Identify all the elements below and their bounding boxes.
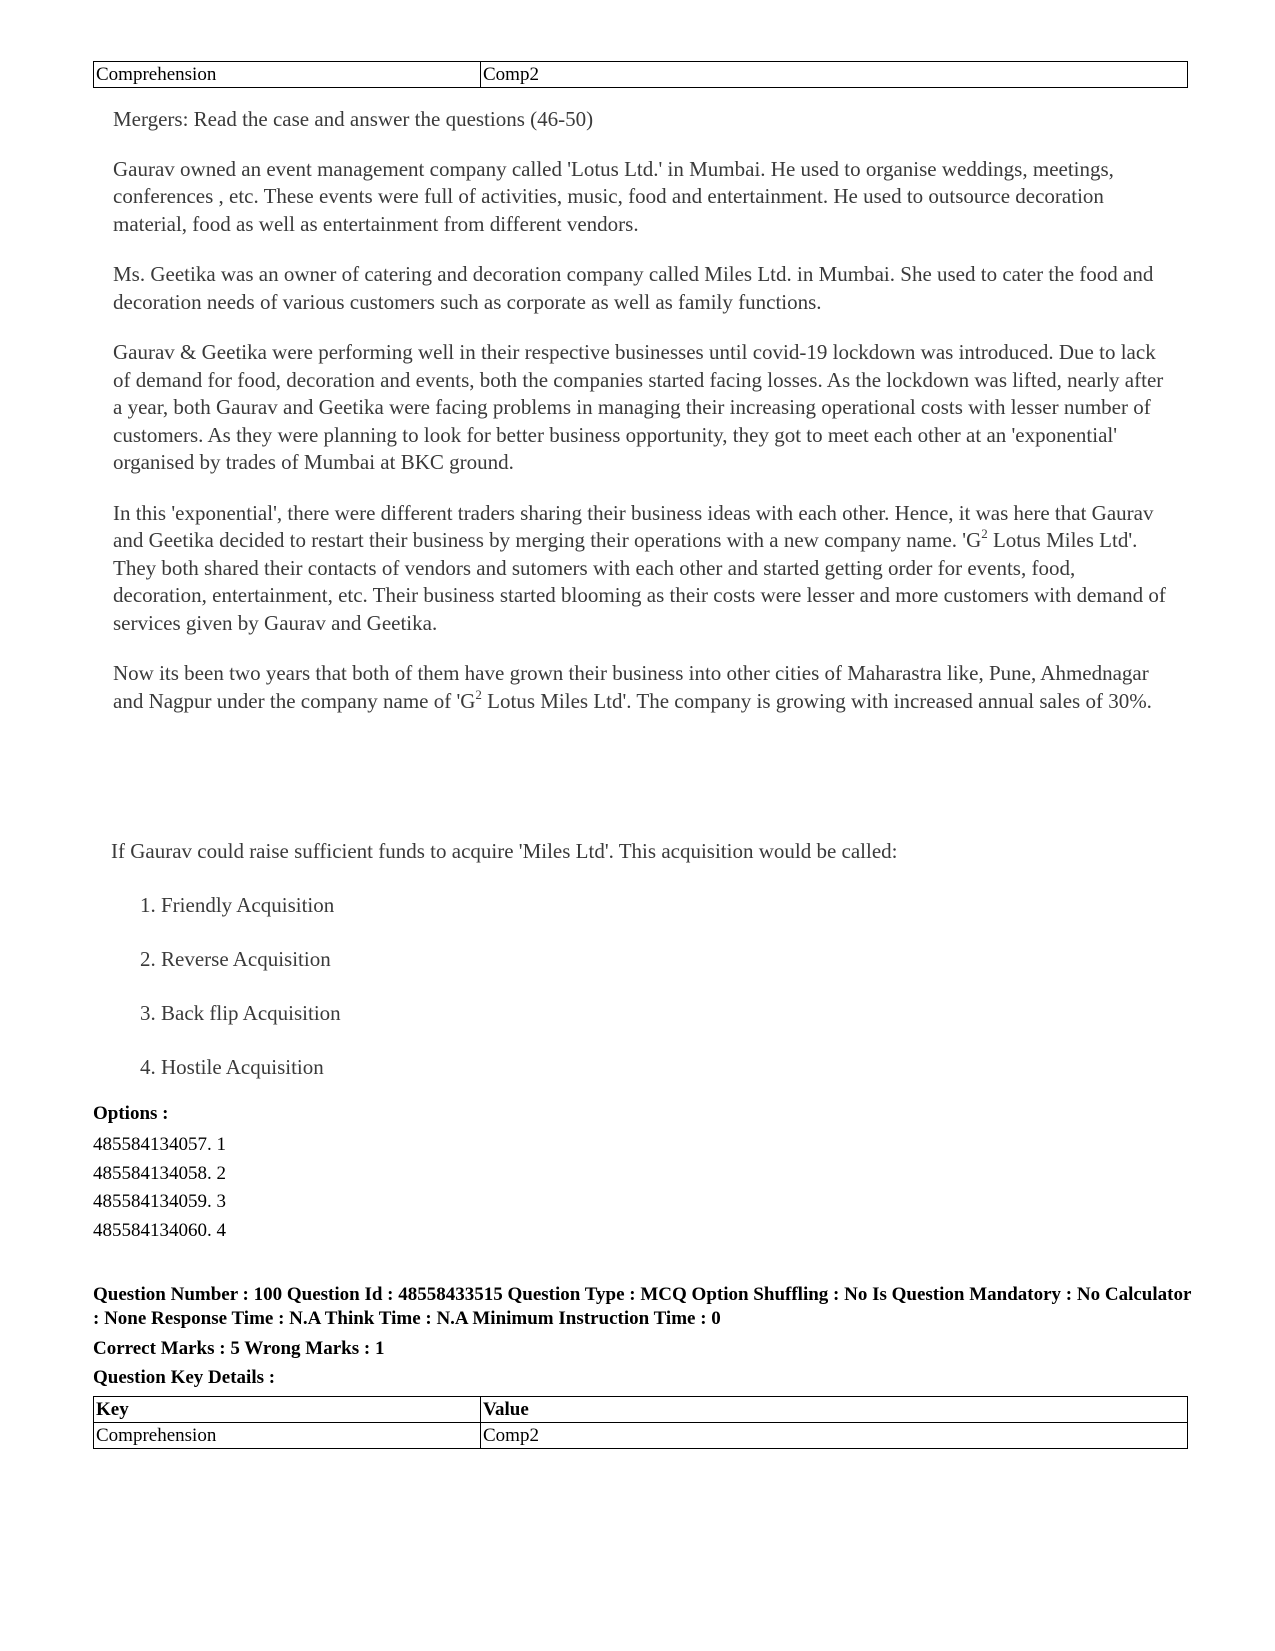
question-meta: Question Number : 100 Question Id : 48558433515 Question Type : MCQ Option Shuffling : No Is Question Mandatory : No Calculator : None Response Time : N.A Think Time : N.A Minimum Instruction Time : 0 (93, 1284, 1192, 1329)
option-item: 485584134059. 3 (93, 1191, 226, 1212)
passage-heading: Mergers: Read the case and answer the questions (46-50) (113, 107, 594, 131)
table-row (94, 1423, 1188, 1449)
answer-choice: 3. Back flip Acquisition (140, 1001, 341, 1025)
table-header-key: Key (94, 1397, 481, 1423)
option-item: 485584134057. 1 (93, 1134, 226, 1155)
passage-text: Lotus Miles Ltd'. They both shared their contacts of vendors and sutomers with each other and started getting order for events, food, decoration, entertainment, etc. Their business started blooming as their costs were lesser and more customers with demand of services given by Gaurav and Geetika. (113, 528, 1166, 635)
table-cell-key: Comprehension (94, 1423, 481, 1449)
option-item: 485584134060. 4 (93, 1219, 226, 1241)
passage-text: Now its been two years that both of them have grown their business into other cities of Maharastra like, Pune, Ahmednagar and Nagpur under the company name of 'G (113, 661, 1149, 713)
answer-choice: 1. Friendly Acquisition (140, 893, 335, 917)
answer-choice: 2. Reverse Acquisition (140, 947, 331, 971)
passage-paragraph (113, 500, 1173, 638)
comprehension-passage (113, 106, 1173, 738)
table-cell-value: Comp2 (481, 1423, 1188, 1449)
table-cell-value: Comp2 (481, 62, 1188, 88)
option-item: 485584134058. 2 (93, 1162, 226, 1184)
options-list (93, 1131, 226, 1245)
passage-text: In this 'exponential', there were different traders sharing their business ideas with each other. Hence, it was here that Gaurav and Geetika decided to restart their business by merging their operations with a new company name. 'G (113, 500, 1154, 552)
passage-paragraph: Ms. Geetika was an owner of catering and decoration company called Miles Ltd. in Mumbai. She used to cater the food and decoration needs of various customers such as corporate as well as family functions. (113, 262, 1154, 314)
passage-paragraph: Gaurav owned an event management company called 'Lotus Ltd.' in Mumbai. He used to organise weddings, meetings, conferences , etc. These events were full of activities, music, food and entertainment. He used to outsource decoration material, food as well as entertainment from different vendors. (113, 156, 1114, 236)
marks-line: Correct Marks : 5 Wrong Marks : 1 (93, 1338, 385, 1359)
table-cell-key: Comprehension (94, 62, 481, 88)
superscript: 2 (981, 526, 988, 541)
key-value-table-top (93, 61, 1188, 88)
table-row (94, 62, 1188, 88)
passage-text: Lotus Miles Ltd'. The company is growing with increased annual sales of 30%. (481, 688, 1152, 713)
options-label: Options : (93, 1103, 169, 1124)
passage-paragraph: Gaurav & Geetika were performing well in their respective businesses until covid-19 lockdown was introduced. Due to lack of demand for food, decoration and events, both the companies started facing losses. As the lockdown was lifted, nearly after a year, both Gaurav and Geetika were facing problems in managing their increasing operational costs with lesser number of customers. As they were planning to look for better business opportunity, they got to meet each other at an 'exponential' organised by trades of Mumbai at BKC ground. (113, 340, 1164, 474)
key-value-table-bottom (93, 1396, 1188, 1449)
answer-choices-list (140, 892, 341, 1108)
key-details-label: Question Key Details : (93, 1367, 276, 1388)
table-header-value: Value (481, 1397, 1188, 1423)
table-header-row (94, 1397, 1188, 1423)
passage-paragraph (113, 660, 1173, 715)
answer-choice: 4. Hostile Acquisition (140, 1055, 324, 1079)
question-text: If Gaurav could raise sufficient funds to acquire 'Miles Ltd'. This acquisition would be called: (111, 839, 898, 863)
superscript: 2 (475, 686, 482, 702)
